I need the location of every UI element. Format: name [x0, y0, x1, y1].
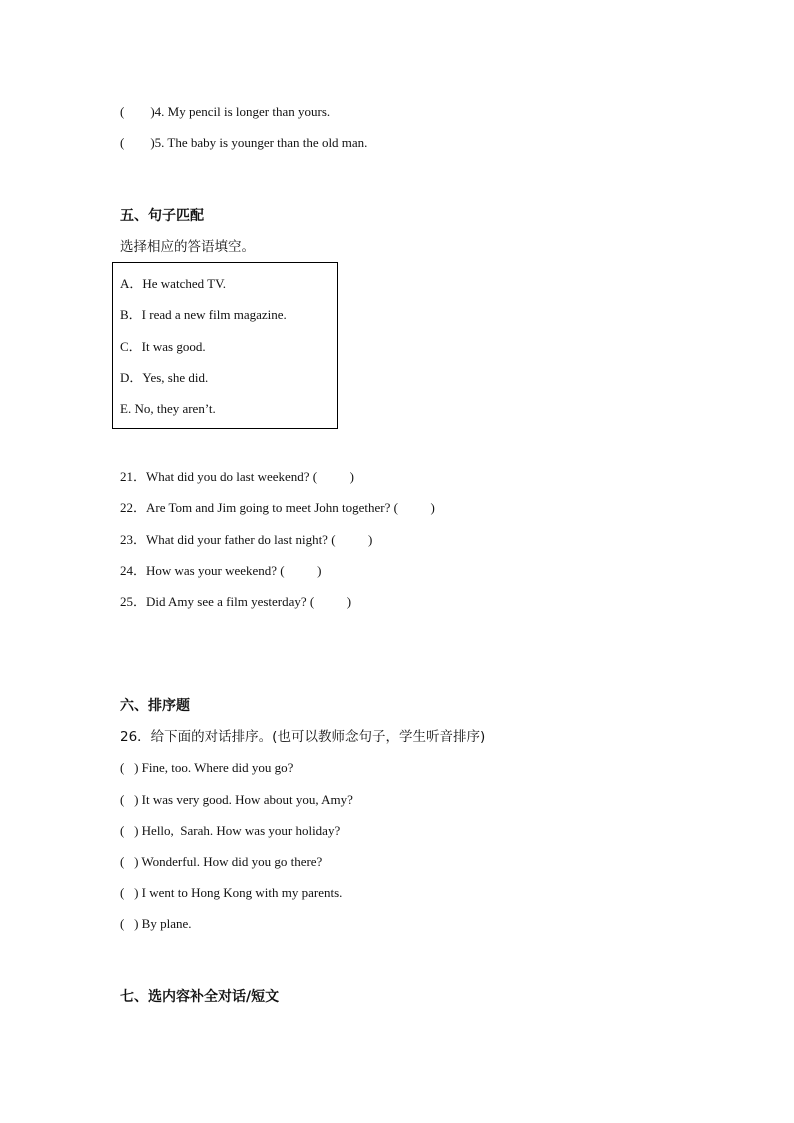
option-b: B．I read a new film magazine. — [120, 307, 287, 322]
section-6-title: 六、排序题 — [120, 698, 190, 714]
question-22: 22．Are Tom and Jim going to meet John together? ( ) — [120, 500, 435, 515]
question-23: 23．What did your father do last night? ( ) — [120, 532, 373, 547]
dialogue-item: ( ) It was very good. How about you, Amy? — [120, 792, 353, 807]
dialogue-item: ( ) Wonderful. How did you go there? — [120, 854, 323, 869]
question-5: ( )5. The baby is younger than the old man. — [120, 135, 368, 150]
question-24: 24．How was your weekend? ( ) — [120, 563, 322, 578]
section-5-instruction: 选择相应的答语填空。 — [120, 239, 255, 255]
dialogue-item: ( ) Hello, Sarah. How was your holiday? — [120, 823, 341, 838]
question-4: ( )4. My pencil is longer than yours. — [120, 104, 331, 119]
question-21: 21．What did you do last weekend? ( ) — [120, 469, 354, 484]
answer-options-box — [112, 262, 338, 429]
option-a: A．He watched TV. — [120, 276, 227, 291]
dialogue-item: ( ) Fine, too. Where did you go? — [120, 760, 294, 775]
section-7-title: 七、选内容补全对话/短文 — [120, 989, 280, 1005]
dialogue-item: ( ) I went to Hong Kong with my parents. — [120, 885, 343, 900]
dialogue-item: ( ) By plane. — [120, 916, 192, 931]
question-25: 25．Did Amy see a film yesterday? ( ) — [120, 594, 352, 609]
section-5-title: 五、句子匹配 — [120, 208, 204, 224]
question-26-prompt: 26．给下面的对话排序。(也可以教师念句子，学生听音排序) — [120, 729, 486, 745]
option-c: C．It was good. — [120, 339, 206, 354]
option-e: E. No, they aren’t. — [120, 401, 216, 416]
option-d: D．Yes, she did. — [120, 370, 209, 385]
